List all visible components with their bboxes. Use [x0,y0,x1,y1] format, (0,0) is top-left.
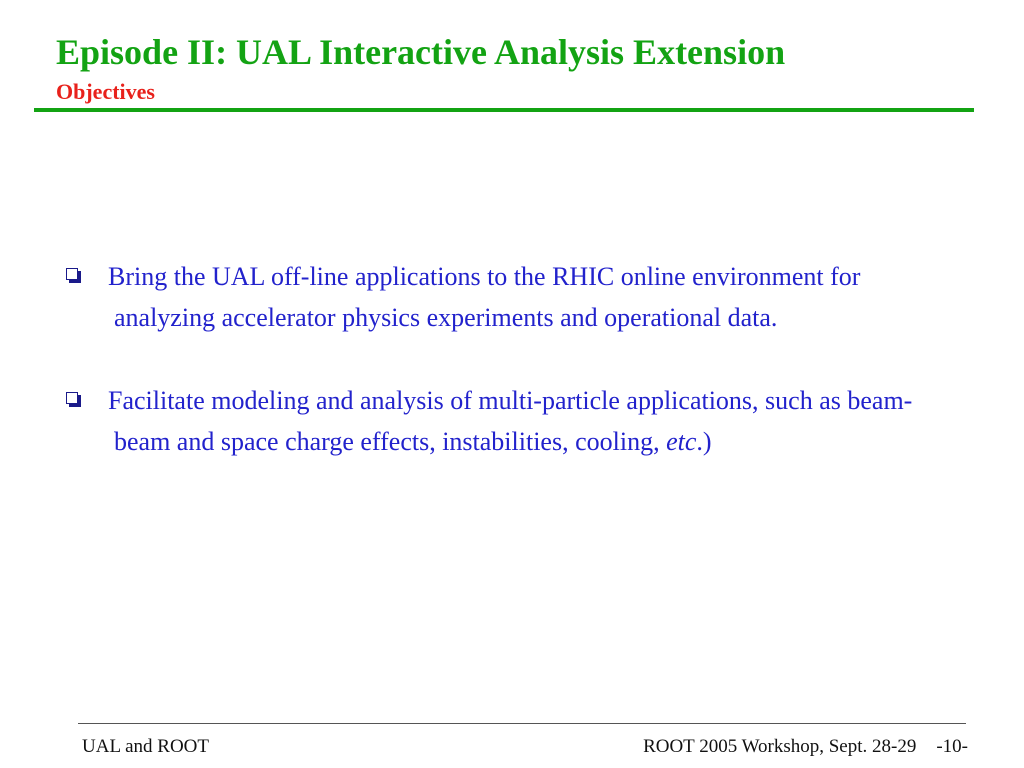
bullet-text-part: .) [696,427,712,456]
footer-right [643,736,968,758]
footer-left-text: UAL and ROOT [82,736,209,757]
bullet-text: Bring the UAL off-line applications to the RHIC online environment for analyzing accelerator physics experiments and operational data. [108,262,861,332]
bullet-item [62,256,962,338]
page-number: -10- [936,736,968,757]
square-bullet-icon [66,268,78,280]
title-divider [34,108,974,112]
bullet-text-part: Facilitate modeling and analysis of multi-particle applications, such as beam-beam and space charge effects, instabilities, cooling, [108,386,913,456]
bullet-list [62,256,962,504]
footer-event-text: ROOT 2005 Workshop, Sept. 28-29 [643,736,917,757]
bullet-item [62,380,962,462]
square-bullet-icon [66,392,78,404]
slide-title: Episode II: UAL Interactive Analysis Extension [56,32,786,72]
bullet-text-italic: etc [666,427,697,456]
slide-subtitle: Objectives [56,79,155,104]
footer-divider [78,723,966,724]
bullet-text [108,380,962,462]
